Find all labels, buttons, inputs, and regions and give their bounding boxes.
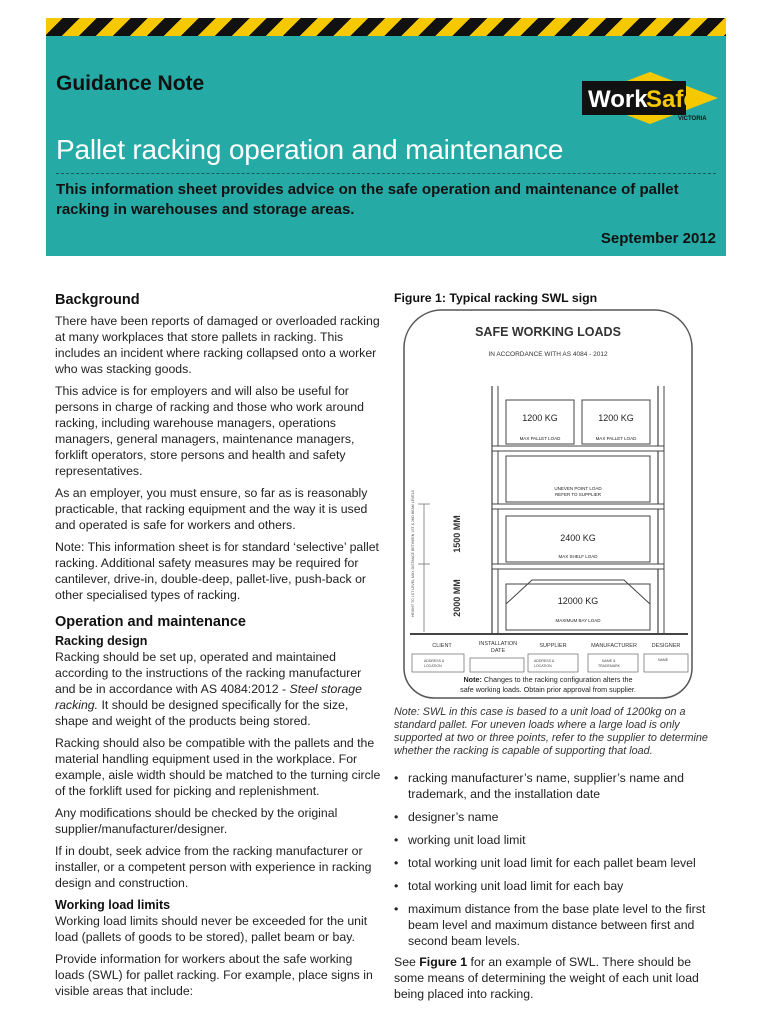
box-supplier-line-2: LOCATION xyxy=(534,664,552,668)
shelf-load: 2400 KG xyxy=(560,533,596,543)
operation-heading: Operation and maintenance xyxy=(55,614,246,630)
background-heading: Background xyxy=(55,292,140,308)
design-paragraph-1: Racking should be set up, operated and maintained according to the instructions of the racking manufacturer and be in accordance with AS 4084:2012 - Steel storage racking. It should be designed specifically for the size, shape and weight of the products being stored. xyxy=(55,650,362,728)
page-title: Pallet racking operation and maintenance xyxy=(56,134,564,165)
pallet-label-b: MAX PALLET LOAD xyxy=(595,436,637,441)
box-supplier xyxy=(528,654,578,672)
racking-design-heading: Racking design xyxy=(55,634,148,648)
bay-label: MAXIMUM BAY LOAD xyxy=(555,618,601,623)
background-paragraph-4: Note: This information sheet is for standard ‘selective’ pallet racking. Additional safety measures may be required for cantilever, drive-in, double-deep, pallet-live, push-back or other specialised types of racking. xyxy=(55,540,379,602)
beam-level-2 xyxy=(492,504,664,509)
wll-paragraph-1: Working load limits should never be exceeded for the unit load (pallets of goods to be stored), pallet beam or bay. xyxy=(55,914,368,944)
box-manu-line-2: TRADEMARK xyxy=(598,664,620,668)
uneven-line-2: REFER TO SUPPLIER xyxy=(554,492,602,497)
guidance-note-label: Guidance Note xyxy=(56,72,205,95)
design-paragraph-2: Racking should also be compatible with the pallets and the material handling equipment used in the workplace. For example, aisle width should be matched to the turning circle of the forklift used for picking and replenishment. xyxy=(55,736,381,798)
col-installation-date: DATE xyxy=(490,648,506,654)
background-paragraph-1: There have been reports of damaged or overloaded racking at many workplaces that store pallets in racking. This includes an incident where racking collapsed onto a worker who was stacking goods. xyxy=(55,314,380,376)
list-item: • designer’s name xyxy=(394,809,724,825)
swl-sign-figure xyxy=(402,308,694,700)
box-designer-label: NAME xyxy=(658,658,669,662)
list-item: • total working unit load limit for each bay xyxy=(394,878,724,894)
dim-lower: 2000 MM xyxy=(452,579,462,617)
worksafe-logo xyxy=(582,72,718,124)
title-divider xyxy=(56,173,716,174)
box-client xyxy=(412,654,464,672)
publication-date: September 2012 xyxy=(600,230,716,247)
hazard-stripe xyxy=(46,18,726,36)
pallet-load-b: 1200 KG xyxy=(598,413,634,423)
page-subtitle: This information sheet provides advice on the safe operation and maintenance of pallet racking in warehouses and storage areas. xyxy=(56,181,679,218)
sign-note-2: safe working loads. Obtain prior approval from supplier. xyxy=(460,685,636,694)
beam-level-3 xyxy=(492,564,664,569)
box-designer xyxy=(644,654,688,672)
dim-lower-note: HEIGHT TO 1ST LEVEL xyxy=(411,578,415,618)
wll-paragraph-2: Provide information for workers about the safe working loads (SWL) for pallet racking. For example, place signs in visible areas that include: xyxy=(55,952,373,998)
working-load-limits-heading: Working load limits xyxy=(55,898,171,912)
background-paragraph-2: This advice is for employers and will also be useful for persons in charge of racking and those who work around racking, including warehouse managers, operations managers, general managers, maintenance managers, forklift operators, store persons and health and safety representatives. xyxy=(55,384,364,478)
box-client-line-1: ADDRESS & xyxy=(424,659,445,663)
shelf-label: MAX SHELF LOAD xyxy=(558,554,598,559)
col-manufacturer: MANUFACTURER xyxy=(591,643,637,649)
col-installation: INSTALLATION xyxy=(478,641,518,647)
sign-title: SAFE WORKING LOADS xyxy=(475,325,621,339)
background-paragraph-3: As an employer, you must ensure, so far as is reasonably practicable, that racking equipment and the way it is used and operated is safe for workers and others. xyxy=(55,486,368,532)
header-banner xyxy=(46,36,726,256)
col-client: CLIENT xyxy=(432,643,452,649)
swl-note: Note: SWL in this case is based to a unit load of 1200kg on a standard pallet. For uneven loads where a large load is only supported at two or three points, refer to the supplier to determine whether the racking is capable of supporting that load. xyxy=(394,706,708,757)
box-client-line-2: LOCATION xyxy=(424,664,442,668)
sign-note-1: Note: Changes to the racking configuration alters the xyxy=(463,675,633,684)
box-installation xyxy=(470,658,524,672)
box-manu-line-1: NAME & xyxy=(602,659,616,663)
design-paragraph-4: If in doubt, seek advice from the racking manufacturer or installer, or a competent person with experience in racking design and construction. xyxy=(55,844,372,890)
left-column xyxy=(55,291,382,1005)
logo-word-work: Work xyxy=(588,86,648,113)
pallet-label-a: MAX PALLET LOAD xyxy=(519,436,561,441)
figure-caption: Figure 1: Typical racking SWL sign xyxy=(394,291,598,305)
logo-word-safe: Safe xyxy=(646,86,697,113)
dim-upper-note: MAX DISTANCE BETWEEN 1ST & 2ND BEAM LEVELS xyxy=(411,490,415,578)
list-item: • total working unit load limit for each pallet beam level xyxy=(394,855,724,871)
col-designer: DESIGNER xyxy=(651,643,681,649)
bay-load: 12000 KG xyxy=(557,596,599,606)
beam-level-1 xyxy=(492,446,664,451)
figure-reference-paragraph: See Figure 1 for an example of SWL. There should be some means of determining the weight of each unit load being placed into racking. xyxy=(394,955,699,1001)
sign-contents-list xyxy=(394,770,724,956)
pallet-load-a: 1200 KG xyxy=(522,413,558,423)
list-item: • maximum distance from the base plate level to the first beam level and maximum distance between first and second beam levels. xyxy=(394,901,724,949)
box-manufacturer xyxy=(588,654,638,672)
sign-subtitle: IN ACCORDANCE WITH AS 4084 - 2012 xyxy=(488,351,608,358)
box-supplier-line-1: ADDRESS & xyxy=(534,659,555,663)
list-item: • racking manufacturer’s name, supplier’s name and trademark, and the installation date xyxy=(394,770,724,802)
logo-sub: VICTORIA xyxy=(678,116,707,122)
list-item: • working unit load limit xyxy=(394,832,724,848)
col-supplier: SUPPLIER xyxy=(539,643,567,649)
uneven-line-1: UNEVEN POINT LOAD xyxy=(554,486,602,491)
design-paragraph-3: Any modifications should be checked by the original supplier/manufacturer/designer. xyxy=(55,806,338,836)
dim-upper: 1500 MM xyxy=(452,515,462,553)
